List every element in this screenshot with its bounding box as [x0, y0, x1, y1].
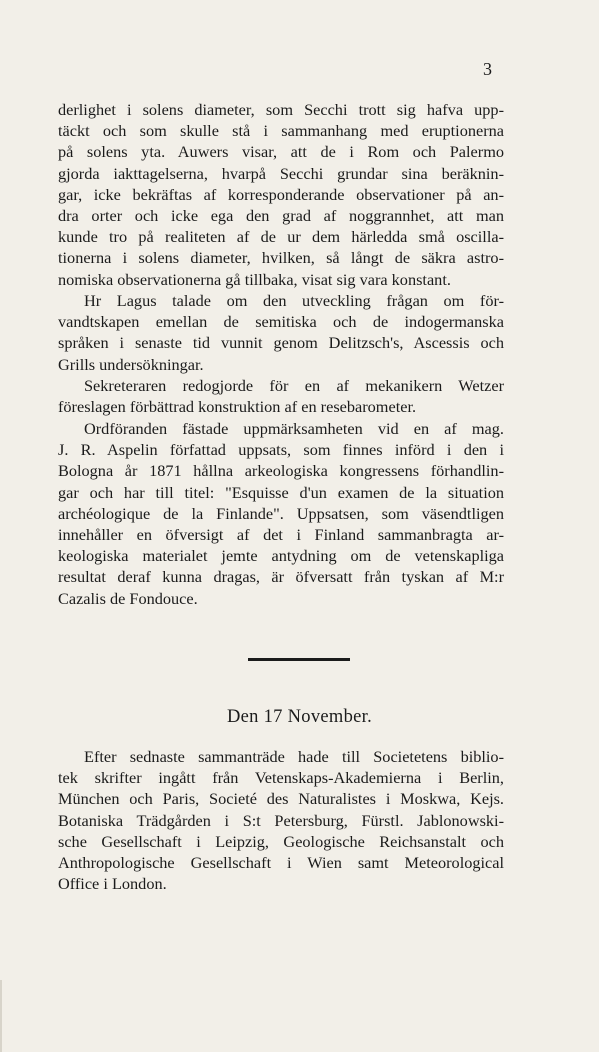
text-line: tionerna i solens diameter, hvilken, så långt de säkra astro- — [58, 248, 504, 268]
text-line: språken i senaste tid vunnit genom Delitzsch's, Ascessis och — [58, 333, 504, 353]
text-line: gar och har till titel: "Esquisse d'un examen de la situation — [58, 482, 504, 502]
text-line: München och Paris, Societé des Naturalistes i Moskwa, Kejs. — [58, 789, 504, 809]
paragraph-lagus — [58, 290, 504, 375]
text-line: Hr Lagus talade om den utveckling frågan om för- — [84, 291, 504, 310]
text-line: Grills undersökningar. — [58, 354, 204, 374]
text-line: Sekreteraren redogjorde för en af mekanikern Wetzer — [84, 376, 504, 395]
text-line: Efter sednaste sammanträde hade till Societetens biblio- — [84, 747, 504, 766]
text-line: gjorda iakttagelserna, hvarpå Secchi grundar sina beräknin- — [58, 163, 504, 183]
text-line: täckt och som skulle stå i sammanhang med eruptionerna — [58, 121, 504, 141]
text-line: Cazalis de Fondouce. — [58, 588, 198, 608]
text-line: Ordföranden fästade uppmärksamheten vid en af mag. — [84, 419, 504, 438]
text-line: J. R. Aspelin författad uppsats, som finnes införd i den i — [58, 440, 504, 460]
section-divider — [248, 658, 350, 661]
text-line: resultat deraf kunna dragas, är öfversatt från tyskan af M:r — [58, 567, 504, 587]
text-line: föreslagen förbättrad konstruktion af en resebarometer. — [58, 397, 417, 417]
text-line: derlighet i solens diameter, som Secchi trott sig hafva upp- — [58, 100, 504, 119]
text-line: Bologna år 1871 hållna arkeologiska kongressens förhandlin- — [58, 461, 504, 481]
paragraph-library-acquisitions — [58, 746, 504, 894]
text-line: Botaniska Trädgården i S:t Petersburg, Fürstl. Jablonowski- — [58, 810, 504, 830]
text-line: kunde tro på realiteten af de ur dem härledda små oscilla- — [58, 227, 504, 247]
text-line: Anthropologische Gesellschaft i Wien samt Meteorological — [58, 853, 504, 873]
text-line: vandtskapen emellan de semitiska och de indogermanska — [58, 312, 504, 332]
paragraph-wetzer — [58, 375, 504, 417]
text-line: innehåller en öfversigt af det i Finland sammanbragta ar- — [58, 525, 504, 545]
text-line: gar, icke bekräftas af korresponderande observationer på an- — [58, 184, 504, 204]
paragraph-secchi — [58, 99, 504, 290]
paragraph-aspelin — [58, 418, 504, 609]
text-line: keologiska materialet jemte antydning om de vetenskapliga — [58, 546, 504, 566]
text-line: nomiska observationerna gå tillbaka, visat sig vara konstant. — [58, 269, 451, 289]
text-line: sche Gesellschaft i Leipzig, Geologische Reichsanstalt och — [58, 831, 504, 851]
page-number: 3 — [483, 59, 492, 79]
text-line: på solens yta. Auwers visar, att de i Rom och Palermo — [58, 142, 504, 162]
page-edge-mark — [0, 980, 2, 1052]
text-line: archéologique de la Finlande". Uppsatsen, som väsendtligen — [58, 503, 504, 523]
text-line: dra orter och icke ega den grad af noggrannhet, att man — [58, 206, 504, 226]
text-line: tek skrifter ingått från Vetenskaps-Akademierna i Berlin, — [58, 768, 504, 788]
text-line: Office i London. — [58, 874, 167, 894]
section-heading: Den 17 November. — [226, 707, 373, 727]
